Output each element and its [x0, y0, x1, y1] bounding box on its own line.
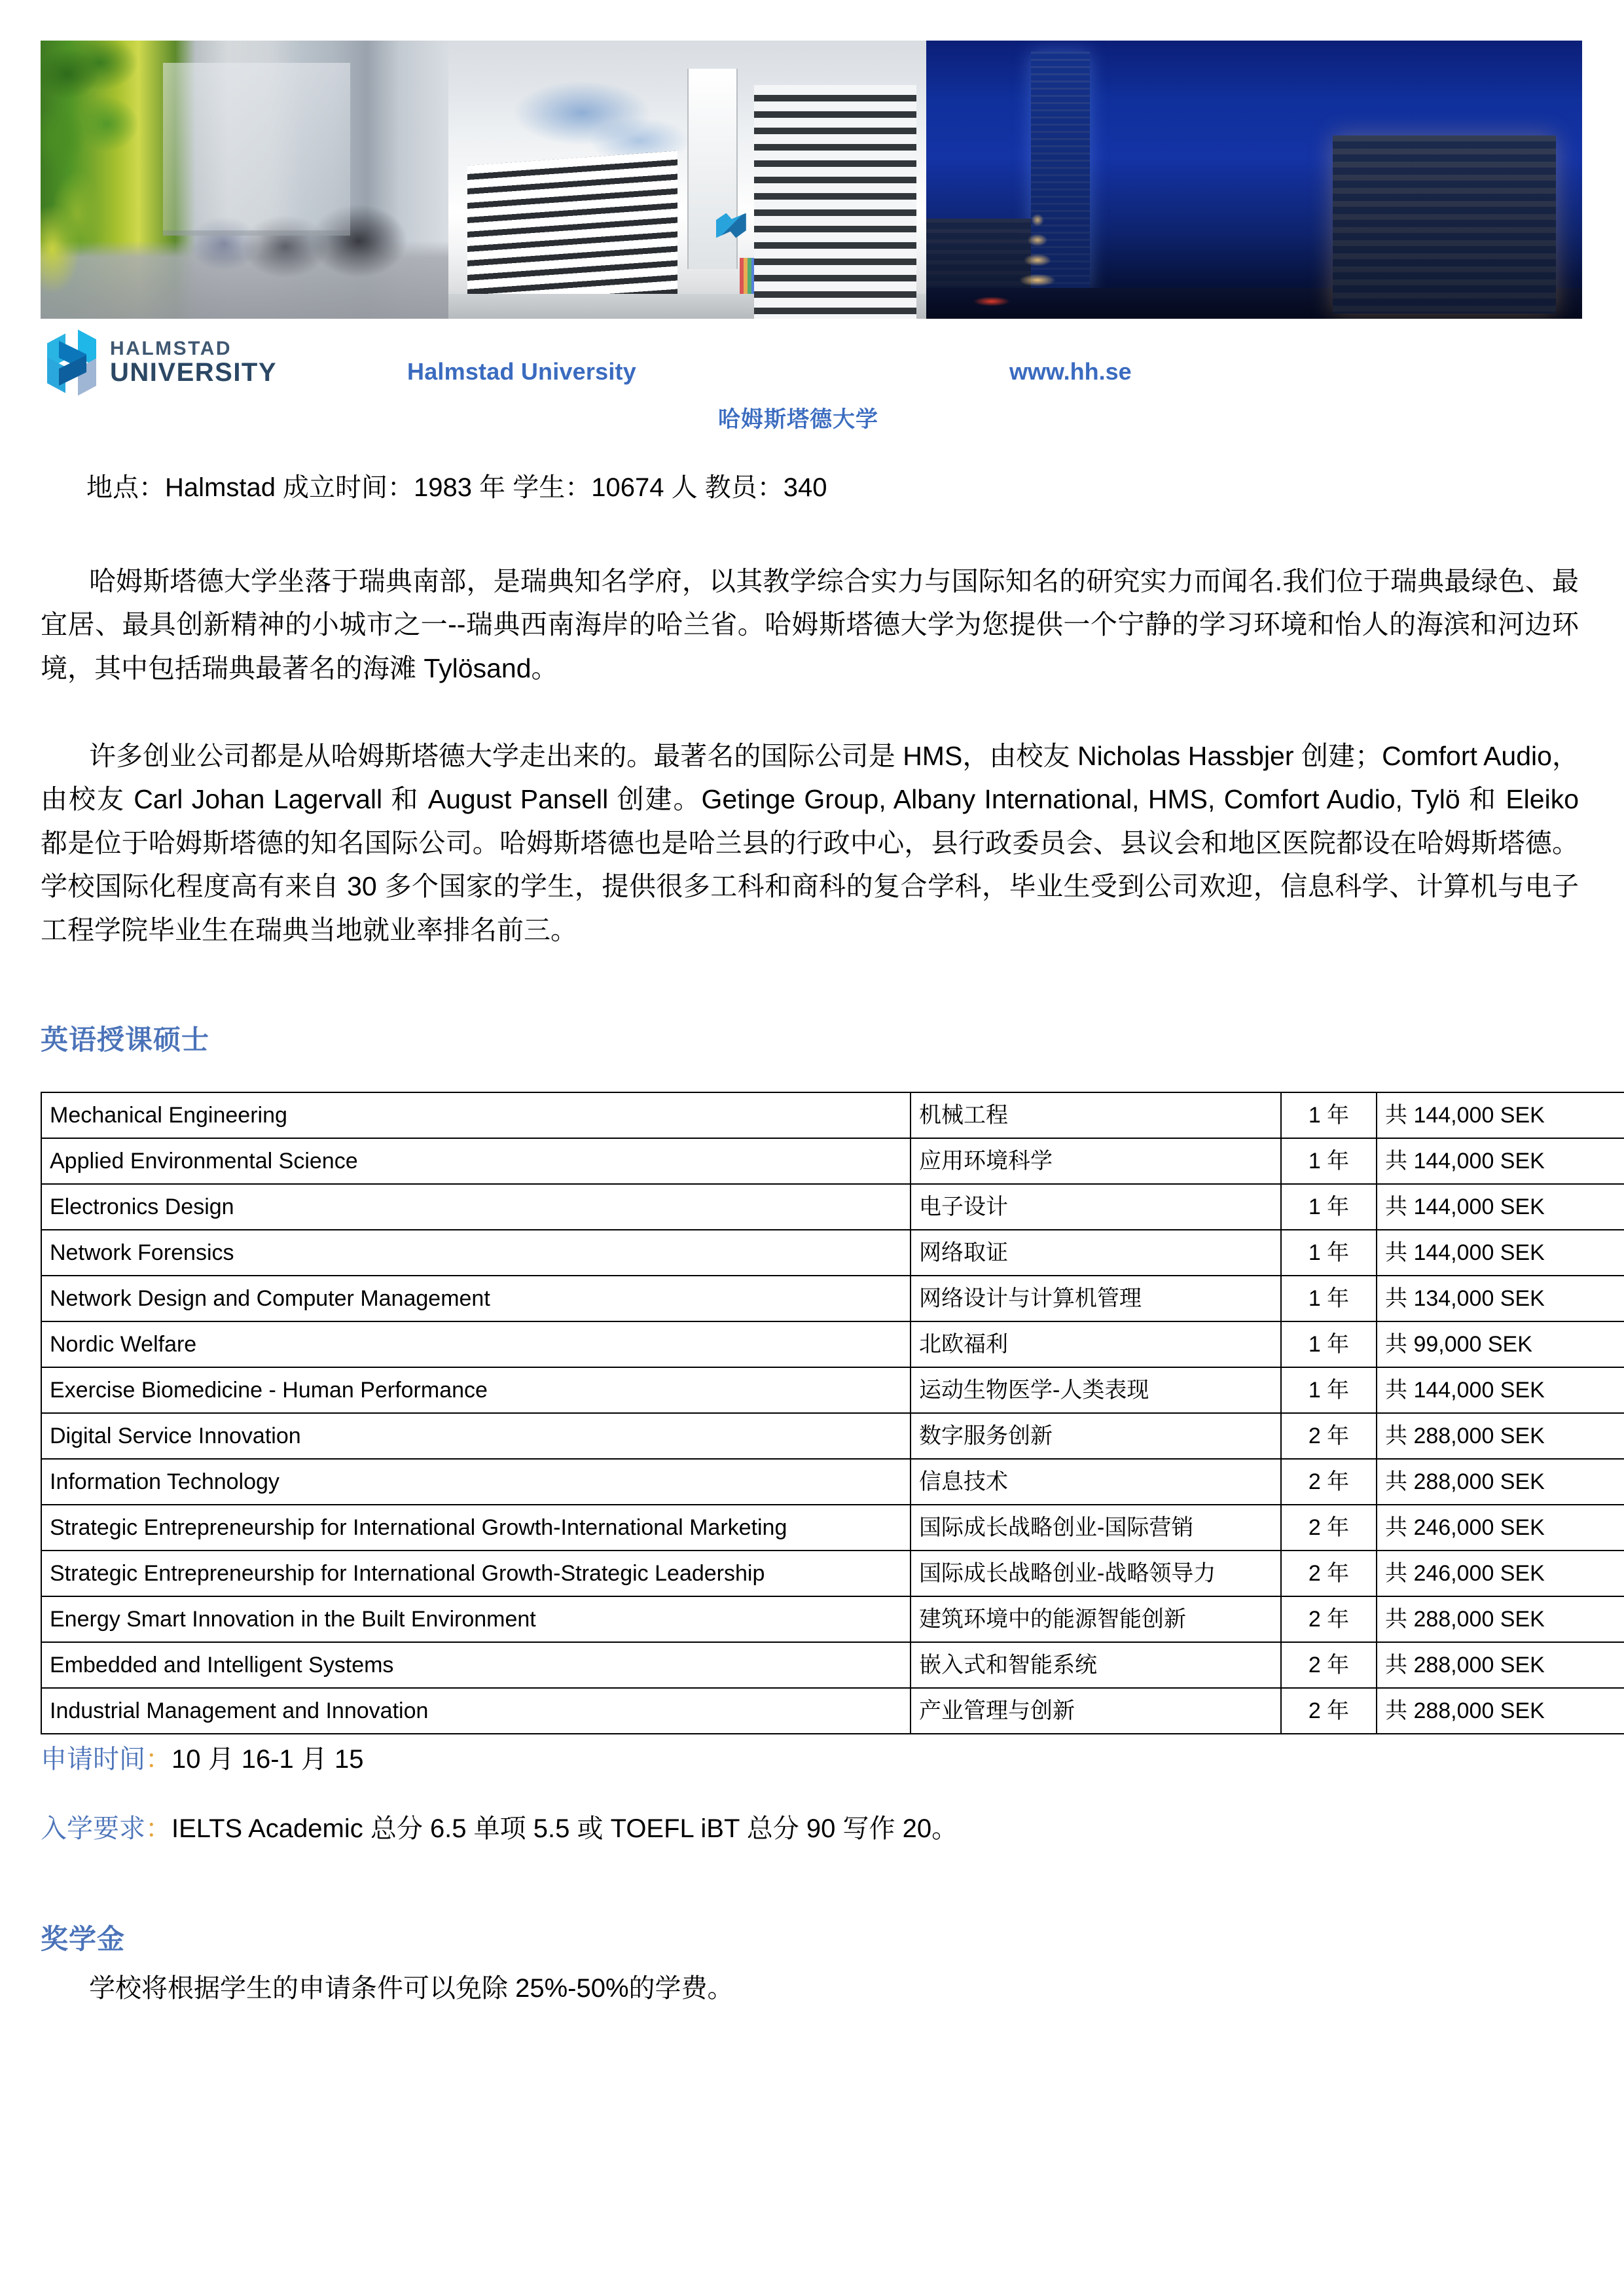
- program-duration: 1 年: [1281, 1138, 1377, 1184]
- program-duration: 1 年: [1281, 1184, 1377, 1230]
- program-duration: 1 年: [1281, 1276, 1377, 1321]
- program-duration: 2 年: [1281, 1596, 1377, 1642]
- program-name-en: Embedded and Intelligent Systems: [41, 1642, 911, 1688]
- university-name-en: Halmstad University: [407, 358, 636, 385]
- program-fee: 共 144,000 SEK: [1377, 1367, 1624, 1413]
- program-name-en: Strategic Entrepreneurship for International Growth-Strategic Leadership: [41, 1551, 911, 1596]
- program-name-en: Electronics Design: [41, 1184, 911, 1230]
- table-row: [41, 1505, 1624, 1551]
- program-name-cn: 机械工程: [911, 1092, 1281, 1138]
- program-fee: 共 288,000 SEK: [1377, 1596, 1624, 1642]
- program-name-cn: 数字服务创新: [911, 1413, 1281, 1459]
- table-row: [41, 1551, 1624, 1596]
- header-row: [41, 331, 1582, 432]
- program-name-en: Nordic Welfare: [41, 1321, 911, 1367]
- program-duration: 1 年: [1281, 1230, 1377, 1276]
- program-name-en: Information Technology: [41, 1459, 911, 1505]
- program-name-cn: 嵌入式和智能系统: [911, 1642, 1281, 1688]
- program-fee: 共 144,000 SEK: [1377, 1184, 1624, 1230]
- program-fee: 共 288,000 SEK: [1377, 1459, 1624, 1505]
- programs-table-body: [41, 1092, 1624, 1734]
- program-fee: 共 288,000 SEK: [1377, 1642, 1624, 1688]
- program-fee: 共 288,000 SEK: [1377, 1688, 1624, 1734]
- program-duration: 2 年: [1281, 1505, 1377, 1551]
- halmstad-h-mark-icon: [47, 334, 98, 391]
- section-heading-masters: 英语授课硕士: [41, 1024, 210, 1055]
- table-row: [41, 1459, 1624, 1505]
- logo-line-1: HALMSTAD: [110, 338, 232, 360]
- program-name-cn: 建筑环境中的能源智能创新: [911, 1596, 1281, 1642]
- application-period-colon: ：: [145, 1745, 171, 1774]
- table-row: [41, 1321, 1624, 1367]
- table-row: [41, 1413, 1624, 1459]
- night-road: [926, 288, 1582, 319]
- program-name-en: Mechanical Engineering: [41, 1092, 911, 1138]
- program-name-en: Digital Service Innovation: [41, 1413, 911, 1459]
- table-row: [41, 1138, 1624, 1184]
- program-name-en: Network Forensics: [41, 1230, 911, 1276]
- program-name-en: Strategic Entrepreneurship for International Growth-International Marketing: [41, 1505, 911, 1551]
- building-ground: [448, 294, 926, 319]
- entry-requirement-label: 入学要求: [41, 1814, 145, 1843]
- program-name-cn: 应用环境科学: [911, 1138, 1281, 1184]
- program-fee: 共 99,000 SEK: [1377, 1321, 1624, 1367]
- program-fee: 共 246,000 SEK: [1377, 1551, 1624, 1596]
- scholarship-body: 学校将根据学生的申请条件可以免除 25%-50%的学费。: [89, 1974, 734, 2003]
- program-duration: 2 年: [1281, 1459, 1377, 1505]
- lit-christmas-tree-icon: [1005, 191, 1070, 302]
- program-fee: 共 144,000 SEK: [1377, 1138, 1624, 1184]
- program-name-en: Industrial Management and Innovation: [41, 1688, 911, 1734]
- university-logo: [47, 334, 277, 391]
- program-name-en: Network Design and Computer Management: [41, 1276, 911, 1321]
- program-fee: 共 144,000 SEK: [1377, 1230, 1624, 1276]
- table-row: [41, 1642, 1624, 1688]
- building-tower-shape: [687, 69, 738, 269]
- program-name-cn: 国际成长战略创业-国际营销: [911, 1505, 1281, 1551]
- program-duration: 2 年: [1281, 1688, 1377, 1734]
- application-period-line: [41, 1741, 1579, 1778]
- application-period-value: 10 月 16-1 月 15: [171, 1745, 364, 1774]
- key-facts-line: 地点：Halmstad 成立时间：1983 年 学生：10674 人 教员：340: [86, 473, 827, 502]
- university-name-cn: 哈姆斯塔德大学: [718, 407, 878, 432]
- program-name-cn: 运动生物医学-人类表现: [911, 1367, 1281, 1413]
- entry-requirement-value: IELTS Academic 总分 6.5 单项 5.5 或 TOEFL iBT 总分 90 写作 20。: [171, 1814, 958, 1843]
- table-row: [41, 1596, 1624, 1642]
- program-name-cn: 国际成长战略创业-战略领导力: [911, 1551, 1281, 1596]
- program-fee: 共 134,000 SEK: [1377, 1276, 1624, 1321]
- table-row: [41, 1230, 1624, 1276]
- university-website[interactable]: www.hh.se: [1009, 358, 1132, 385]
- program-name-cn: 电子设计: [911, 1184, 1281, 1230]
- program-duration: 2 年: [1281, 1551, 1377, 1596]
- program-name-cn: 产业管理与创新: [911, 1688, 1281, 1734]
- table-row: [41, 1367, 1624, 1413]
- program-name-cn: 网络设计与计算机管理: [911, 1276, 1281, 1321]
- program-duration: 2 年: [1281, 1642, 1377, 1688]
- application-period-label: 申请时间: [41, 1745, 145, 1774]
- program-duration: 2 年: [1281, 1413, 1377, 1459]
- program-name-cn: 信息技术: [911, 1459, 1281, 1505]
- banner-photo-campus-green: [41, 41, 448, 319]
- program-duration: 1 年: [1281, 1092, 1377, 1138]
- program-fee: 共 288,000 SEK: [1377, 1413, 1624, 1459]
- banner-photo-city-night: [926, 41, 1582, 319]
- logo-line-2: UNIVERSITY: [110, 357, 278, 387]
- program-name-en: Applied Environmental Science: [41, 1138, 911, 1184]
- program-fee: 共 144,000 SEK: [1377, 1092, 1624, 1138]
- intro-paragraph-1: 哈姆斯塔德大学坐落于瑞典南部，是瑞典知名学府，以其教学综合实力与国际知名的研究实力而闻名.我们位于瑞典最绿色、最宜居、最具创新精神的小城市之一--瑞典西南海岸的哈兰省。哈姆斯塔德大学为您提供一个宁静的学习环境和怡人的海滨和河边环境，其中包括瑞典最著名的海滩 Tylösand。: [41, 566, 1579, 683]
- program-name-en: Exercise Biomedicine - Human Performance: [41, 1367, 911, 1413]
- table-row: [41, 1688, 1624, 1734]
- logo-wordmark: [110, 339, 277, 386]
- entry-requirement-colon: ：: [145, 1814, 171, 1843]
- intro-paragraph-2: 许多创业公司都是从哈姆斯塔德大学走出来的。最著名的国际公司是 HMS，由校友 Nicholas Hassbjer 创建；Comfort Audio，由校友 Carl Johan Lagervall 和 August Pansell 创建。Getinge Group, Albany International, HMS, Comfort Audio, Tylö 和 Eleiko 都是位于哈姆斯塔德的知名国际公司。哈姆斯塔德也是哈兰县的行政中心，县行政委员会、县议会和地区医院都设在哈姆斯塔德。学校国际化程度高有来自 30 多个国家的学生，提供很多工科和商科的复合学科，毕业生受到公司欢迎，信息科学、计算机与电子工程学院毕业生在瑞典当地就业率排名前三。: [41, 741, 1579, 945]
- table-row: [41, 1276, 1624, 1321]
- programs-table: [41, 1092, 1624, 1734]
- programs-table-wrap: [41, 1092, 1582, 1734]
- program-duration: 1 年: [1281, 1321, 1377, 1367]
- program-duration: 1 年: [1281, 1367, 1377, 1413]
- banner-image-strip: [41, 41, 1582, 319]
- program-name-en: Energy Smart Innovation in the Built Environment: [41, 1596, 911, 1642]
- program-fee: 共 246,000 SEK: [1377, 1505, 1624, 1551]
- banner-photo-campus-building: [448, 41, 926, 319]
- section-heading-scholarship: 奖学金: [41, 1924, 126, 1954]
- entry-requirement-line: [41, 1810, 1579, 1847]
- program-name-cn: 网络取证: [911, 1230, 1281, 1276]
- table-row: [41, 1184, 1624, 1230]
- table-row: [41, 1092, 1624, 1138]
- program-name-cn: 北欧福利: [911, 1321, 1281, 1367]
